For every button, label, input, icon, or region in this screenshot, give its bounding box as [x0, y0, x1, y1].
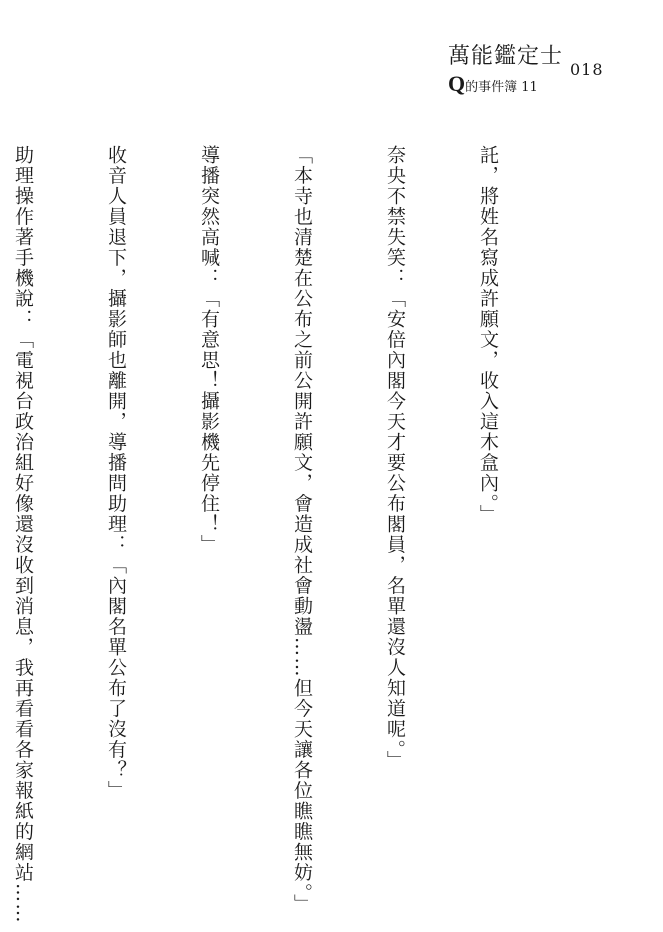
text-line: 奈央不禁失笑：「安倍內閣今天才要公布閣員，名單還沒人知道呢。」: [384, 145, 406, 771]
body-text: [0, 145, 565, 925]
subtitle-q-letter: Q: [448, 71, 466, 96]
text-line: 託，將姓名寫成許願文，收入這木盒內。」: [477, 145, 499, 525]
page-number: 018: [570, 60, 604, 79]
book-title: 萬能鑑定士: [448, 44, 564, 69]
text-line: 「本寺也清楚在公布之前公開許願文，會造成社會動盪……但今天讓各位瞧瞧無妨。」: [291, 145, 313, 915]
subtitle-text: 的事件簿 11: [465, 80, 538, 95]
book-subtitle: [448, 71, 538, 98]
text-line: 助理操作著手機說：「電視台政治組好像還沒收到消息，我再看看各家報紙的網站……: [12, 145, 34, 924]
text-line: 導播突然高喊：「有意思！攝影機先停住！」: [198, 145, 220, 555]
text-line: 收音人員退下，攝影師也離開，導播問助理：「內閣名單公布了沒有？」: [105, 145, 127, 801]
